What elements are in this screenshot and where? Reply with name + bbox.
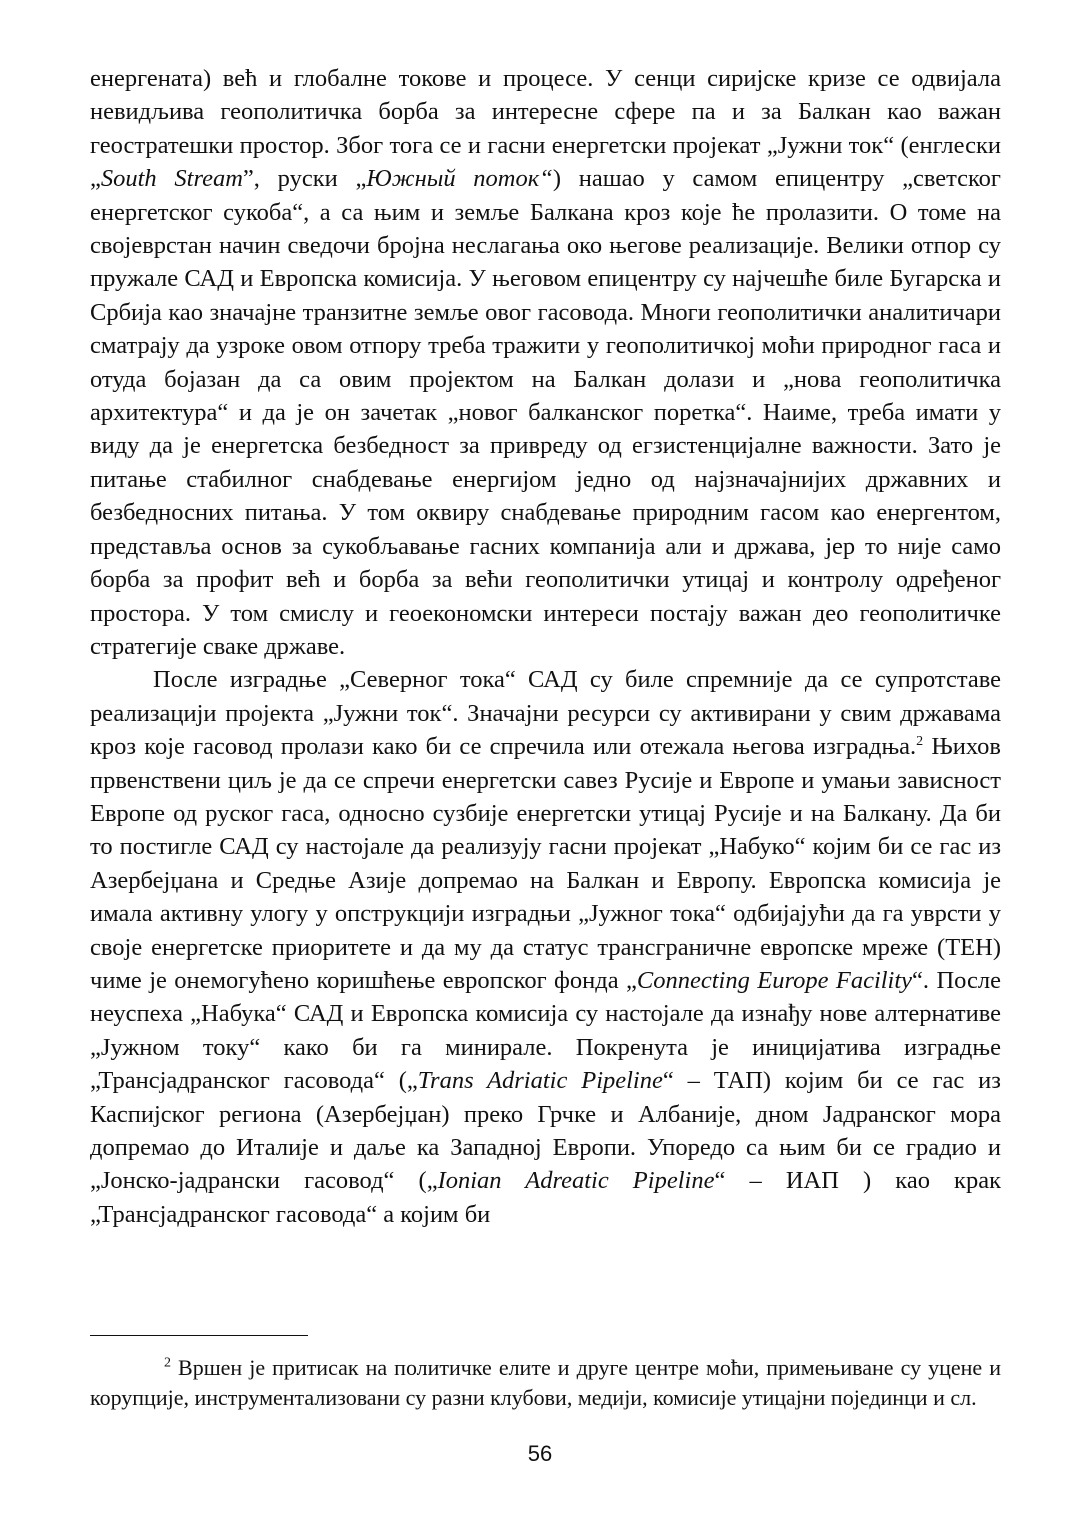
paragraph-2-text-4: “ – ТАП) којим би се гас из Каспијског региона (Азербејџан) преко Грчке и Албаније, дном Јадранског мора допремао до Италије и даље ка Западној Европи. Упоредо са њим би се градио и „Јонско-јадрански гасовод“ („ (90, 1067, 1001, 1195)
body-paragraph-2 (90, 663, 1001, 1231)
footnote (90, 1353, 1001, 1413)
paragraph-2-italic-cef: Connecting Europe Facility (636, 966, 913, 994)
paragraph-1-text-3: ) нашао у самом епицентру „светског енергетског сукоба“, а са њим и земље Балкана кроз које ће пролазити. О томе на својеврстан начин сведочи бројна неслагања око његове реализације. Велики отпор су пружале САД и Европска комисија. У његовом епицентру су најчешће биле Бугарска и Србија као значајне транзитне земље овог гасовода. Многи геополитички аналитичари сматрају да узроке овом отпору треба тражити у геополитичкој моћи природног гаса и отуда бојазан да са овим пројектом на Балкан долази и „нова геополитичка архитектура“ и да је он зачетак „новог балканског поретка“. Наиме, треба имати у виду да је енергетска безбедност за привреду од егзистенцијалне важности. Зато је питање стабилног снабдевање енергијом једно од најзначајнијих државних и безбедносних питања. У том оквиру снабдевање природним гасом као енергентом, представља основ за сукобљавање гасних компанија али и држава, јер то није само борба за профит већ и борба за већи геополитички утицај и контролу одређеног простора. У том смислу и геоекономски интереси постају важан део геополитичке стратегије сваке државе. (90, 165, 1001, 660)
footnote-text: Вршен је притисак на политичке елите и друге центре моћи, примењиване су уцене и корупције, инструментализовани су разни клубови, медији, комисије утицајни појединци и сл. (90, 1355, 1001, 1410)
paragraph-1-italic-south-stream: South Stream (100, 165, 243, 193)
footnote-marker: 2 (164, 1355, 171, 1371)
paragraph-2-italic-iap: Ionian Adreatic Pipeline (437, 1167, 715, 1195)
page-body (90, 62, 1001, 1231)
paragraph-2-text-1: После изградње „Северног тока“ САД су биле спремније да се супротставе реализацији пројекта „Јужни ток“. Значајни ресурси су активирани у свим државама кроз које гасовод пролази како би се спречила или отежала његова изградња. (90, 666, 1001, 761)
body-paragraph-1 (90, 62, 1001, 663)
paragraph-2-italic-tap: Trans Adriatic Pipeline (417, 1067, 663, 1095)
page-number: 56 (527, 1441, 553, 1466)
paragraph-1-italic-russian-name: Южный поток“ (366, 165, 553, 193)
footnote-reference: 2 (916, 733, 924, 749)
paragraph-2-text-2: Њихов првенствени циљ је да се спречи енергетски савез Русије и Европе и умањи зависност Европе од руског гаса, односно сузбије енергетски утицај Русије и на Балкану. Да би то постигле САД су настојале да реализују гасни пројекат „Набуко“ којим би се гас из Азербејџана и Средње Азије допремао на Балкан и Европу. Европска комисија је имала активну улогу у опструкцији изградњи „Јужног тока“ одбијајући да га уврсти у своје енергетске приоритете и да му да статус трансграничне европске мреже (ТЕН) чиме је онемогућено коришћење европског фонда „ (90, 733, 1001, 994)
paragraph-1-text-1: енергената) већ и глобалне токове и процесе. У сенци сиријске кризе се одвијала невидљива геополитичка борба за интересне сфере па и за Балкан као важан геостратешки простор. Због тога се и гасни енергетски пројекат „Јужни ток“ (енглески „ (90, 65, 1001, 193)
paragraph-1-text-2: ”, руски „ (242, 165, 367, 193)
paragraph-2-text-5: “ – ИАП ) као крак „Трансјадранског гасовода“ а којим би (90, 1167, 1001, 1228)
footnote-separator (90, 1335, 308, 1336)
paragraph-2-text-3: “. После неуспеха „Набука“ САД и Европска комисија су настојале да изнађу нове алтернативе „Јужном току“ како би га минирале. Покренута је иницијатива изградње „Трансјадранског гасовода“ („ (90, 966, 1001, 1095)
